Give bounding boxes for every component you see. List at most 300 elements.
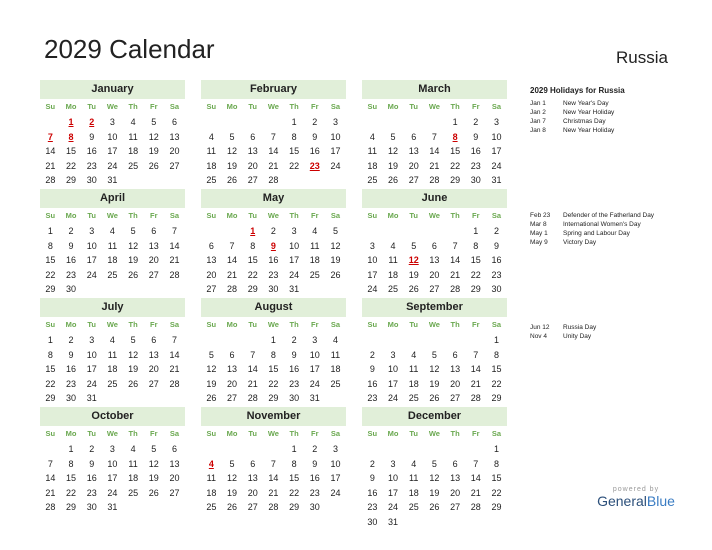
day-cell: 20 [227,378,238,389]
day-cell: 9 [369,473,375,483]
month-header: July [40,298,185,317]
day-cell: 7 [473,349,479,360]
day-cell: 29 [66,502,77,512]
empty-cell [201,224,222,239]
day-cell: 18 [206,160,217,171]
day-cell: 18 [206,487,217,498]
day-cell: 22 [66,160,77,171]
day-cell: 21 [470,378,481,389]
day-cell: 26 [206,393,217,403]
day-cell: 21 [268,160,279,171]
empty-cell [40,115,61,130]
day-grid [40,333,185,406]
weekday-label: Sa [491,320,502,329]
day-cell: 4 [130,117,136,127]
empty-cell [201,442,222,457]
day-cell: 26 [227,502,238,512]
weekday-label: Su [206,102,217,111]
weekday-label: Fr [472,320,480,329]
day-cell: 20 [408,160,419,171]
day-cell: 29 [66,175,77,185]
weekday-row [201,428,346,440]
weekday-row [40,319,185,331]
day-cell: 21 [169,255,180,265]
day-grid [40,442,185,515]
day-cell: 6 [452,458,458,469]
day-cell: 18 [309,255,320,265]
empty-cell [263,442,284,457]
day-cell: 11 [128,458,138,469]
day-cell: 11 [107,240,118,251]
day-cell: 17 [107,473,118,483]
day-cell: 2 [68,335,74,345]
day-cell: 28 [169,269,180,280]
day-cell: 9 [89,131,95,142]
day-cell: 3 [89,335,95,345]
day-cell: 17 [107,146,118,156]
month-march [362,80,507,188]
weekday-label: Fr [472,429,480,438]
month-november [201,407,346,515]
day-cell: 28 [45,502,56,512]
weekday-label: Mo [387,320,399,329]
weekday-label: Fr [150,320,158,329]
empty-cell [465,333,486,348]
day-cell: 21 [429,160,440,171]
day-cell: 25 [206,175,217,185]
holiday-date: Mar 8 [530,221,547,228]
day-cell: 11 [310,240,320,251]
day-cell: 25 [107,378,118,389]
day-cell: 26 [429,393,440,403]
weekday-label: We [106,320,118,329]
day-cell: 20 [450,487,461,498]
day-cell: 2 [68,226,74,236]
day-cell: 5 [208,349,214,360]
month-june [362,189,507,297]
day-cell: 4 [312,226,318,236]
day-cell: 9 [68,240,74,251]
day-cell: 31 [289,284,300,294]
day-cell: 15 [491,473,502,483]
day-cell: 14 [45,473,56,483]
day-cell: 24 [107,487,118,498]
holiday-name: International Women's Day [563,221,641,228]
day-cell: 5 [390,131,396,142]
holiday-date: Jun 12 [530,324,550,331]
day-cell: 17 [367,269,378,280]
day-cell: 2 [369,349,375,360]
day-cell: 14 [429,146,440,156]
day-cell: 9 [493,240,499,251]
day-cell: 22 [289,487,300,498]
empty-cell [362,442,383,457]
day-cell: 5 [130,335,136,345]
day-cell: 30 [289,393,300,403]
day-cell: 13 [148,240,159,251]
empty-cell [242,333,263,348]
day-cell: 25 [128,160,139,171]
day-cell: 21 [268,487,279,498]
day-cell: 7 [229,240,235,251]
day-cell: 5 [431,458,437,469]
holiday-list [530,211,654,247]
weekday-label: Mo [387,102,399,111]
day-cell: 14 [227,255,238,265]
day-cell: 6 [171,117,177,127]
day-cell: 3 [312,335,318,345]
day-cell: 6 [171,444,177,454]
weekday-label: Mo [387,429,399,438]
day-cell: 25 [206,502,217,512]
day-cell: 8 [291,131,297,142]
day-cell: 27 [408,175,419,185]
day-cell: 30 [66,393,77,403]
empty-cell [40,442,61,457]
day-cell: 14 [450,255,461,265]
day-cell: 24 [86,378,97,389]
holiday-name: Christmas Day [563,118,606,125]
empty-cell [403,333,424,348]
day-cell: 2 [493,226,499,236]
weekday-row [40,428,185,440]
day-cell: 11 [409,364,419,374]
holiday-item [530,99,614,108]
holiday-item [530,323,596,332]
empty-cell [383,115,404,130]
day-cell: 28 [247,393,258,403]
day-cell: 27 [148,269,159,280]
weekday-label: Sa [169,102,180,111]
day-cell: 16 [367,378,378,389]
holiday-name: New Year's Day [563,100,609,107]
day-cell: 19 [330,255,341,265]
day-cell: 18 [107,255,118,265]
weekday-label: Su [367,211,378,220]
day-cell: 4 [411,458,417,469]
weekday-label: Sa [169,211,180,220]
holiday-date: Jan 1 [530,100,546,107]
day-cell: 7 [270,131,276,142]
holiday-date: Feb 23 [530,212,551,219]
day-cell: 10 [367,255,378,265]
empty-cell [362,333,383,348]
weekday-label: Fr [472,102,480,111]
day-cell: 5 [151,117,157,127]
day-cell: 31 [388,516,399,527]
day-cell: 31 [86,393,97,403]
holiday-day: 7 [47,131,53,142]
day-cell: 22 [268,378,279,389]
day-cell: 4 [390,240,396,251]
weekday-label: Su [45,320,56,329]
day-cell: 29 [268,393,279,403]
day-cell: 9 [312,458,318,469]
weekday-label: Tu [248,320,258,329]
day-cell: 22 [470,269,481,280]
holiday-name: Victory Day [563,239,597,246]
day-cell: 28 [45,175,56,185]
weekday-label: Tu [409,429,419,438]
weekday-label: We [267,320,279,329]
day-cell: 15 [289,146,300,156]
day-cell: 12 [128,240,139,251]
day-cell: 10 [107,131,118,142]
day-cell: 1 [291,117,297,127]
day-cell: 12 [227,473,238,483]
day-cell: 21 [227,269,238,280]
day-cell: 4 [109,226,115,236]
weekday-label: We [428,320,440,329]
weekday-label: Tu [409,102,419,111]
day-cell: 27 [247,502,258,512]
day-cell: 25 [367,175,378,185]
day-cell: 2 [473,117,479,127]
weekday-row [201,101,346,113]
day-cell: 1 [493,335,499,345]
day-cell: 8 [47,349,53,360]
weekday-label: Mo [226,320,238,329]
day-cell: 29 [45,284,56,294]
holiday-date: May 9 [530,239,548,246]
holiday-day: 8 [452,131,458,142]
day-cell: 8 [493,349,499,360]
holiday-day: 9 [270,240,276,251]
day-cell: 17 [330,146,341,156]
brand-general: General [597,493,647,509]
day-cell: 26 [148,487,159,498]
day-cell: 18 [330,364,341,374]
day-cell: 6 [151,226,157,236]
day-cell: 20 [148,364,159,374]
day-cell: 25 [408,393,419,403]
empty-cell [263,115,284,130]
holiday-item [530,332,596,341]
day-cell: 2 [369,458,375,469]
empty-cell [445,442,466,457]
day-cell: 20 [450,378,461,389]
day-cell: 12 [148,131,159,142]
day-cell: 23 [86,160,97,171]
day-cell: 26 [227,175,238,185]
weekday-label: Su [206,320,217,329]
weekday-label: Su [45,429,56,438]
day-grid [362,224,507,297]
day-cell: 7 [171,226,177,236]
weekday-label: Fr [150,211,158,220]
day-cell: 16 [86,146,97,156]
weekday-label: Mo [65,102,77,111]
day-cell: 10 [86,240,97,251]
day-cell: 22 [247,269,258,280]
month-august [201,298,346,406]
day-cell: 3 [332,444,338,454]
day-cell: 28 [169,378,180,389]
day-cell: 13 [227,364,238,374]
empty-cell [362,224,383,239]
day-cell: 28 [429,175,440,185]
day-cell: 8 [473,240,479,251]
day-cell: 22 [289,160,300,171]
day-cell: 20 [206,269,217,280]
brand-name [588,493,684,509]
day-cell: 30 [470,175,481,185]
empty-cell [383,333,404,348]
day-cell: 19 [388,160,399,171]
day-cell: 13 [148,349,159,360]
day-cell: 10 [388,473,399,483]
day-grid [40,115,185,188]
holiday-day: 1 [250,226,256,236]
day-cell: 30 [268,284,279,294]
day-cell: 10 [330,131,341,142]
empty-cell [424,224,445,239]
day-cell: 26 [429,502,440,512]
day-cell: 13 [429,255,440,265]
day-cell: 7 [431,131,437,142]
day-cell: 10 [491,131,502,142]
day-cell: 2 [312,444,318,454]
day-grid [362,115,507,188]
day-cell: 23 [367,393,378,403]
empty-cell [242,442,263,457]
weekday-label: Fr [150,429,158,438]
day-cell: 31 [309,393,320,403]
weekday-label: Fr [150,102,158,111]
day-cell: 7 [47,458,53,469]
month-february [201,80,346,188]
day-cell: 29 [491,502,502,512]
day-cell: 17 [388,487,399,498]
month-header: November [201,407,346,426]
holiday-item [530,126,614,135]
day-cell: 8 [291,458,297,469]
day-cell: 8 [47,240,53,251]
day-cell: 3 [390,458,396,469]
empty-cell [222,333,243,348]
day-cell: 15 [450,146,461,156]
holiday-item [530,108,614,117]
day-cell: 10 [289,240,300,251]
day-cell: 15 [247,255,258,265]
day-cell: 19 [128,255,139,265]
empty-cell [424,442,445,457]
day-cell: 24 [388,502,399,512]
day-cell: 28 [268,502,279,512]
day-cell: 15 [45,255,56,265]
weekday-label: Th [128,429,138,438]
empty-cell [465,442,486,457]
day-cell: 31 [491,175,502,185]
day-cell: 23 [268,269,279,280]
empty-cell [383,224,404,239]
weekday-label: Fr [472,211,480,220]
day-cell: 24 [330,160,341,171]
holiday-day: 2 [89,117,95,127]
weekday-label: Fr [311,211,319,220]
day-cell: 18 [367,160,378,171]
day-cell: 15 [268,364,279,374]
day-cell: 14 [470,473,481,483]
day-cell: 26 [330,269,341,280]
weekday-row [201,319,346,331]
holiday-day: 8 [68,131,74,142]
day-cell: 1 [473,226,479,236]
day-cell: 6 [452,349,458,360]
weekday-label: Mo [226,211,238,220]
day-cell: 29 [45,393,56,403]
day-cell: 17 [491,146,502,156]
holiday-day: 12 [408,255,419,265]
day-cell: 12 [429,364,440,374]
day-cell: 22 [45,378,56,389]
weekday-label: Su [206,211,217,220]
day-cell: 1 [291,444,297,454]
holidays-title: 2029 Holidays for Russia [530,86,625,95]
day-cell: 18 [388,269,399,280]
day-cell: 28 [470,393,481,403]
empty-cell [403,115,424,130]
holiday-list [530,99,614,135]
day-grid [201,442,346,515]
day-cell: 19 [408,269,419,280]
day-cell: 9 [291,349,297,360]
day-cell: 27 [148,378,159,389]
day-cell: 20 [429,269,440,280]
empty-cell [242,115,263,130]
holiday-item [530,220,654,229]
day-cell: 23 [491,269,502,280]
holiday-date: May 1 [530,230,548,237]
weekday-label: Th [289,320,299,329]
holiday-item [530,117,614,126]
day-cell: 12 [128,349,139,360]
day-cell: 30 [491,284,502,294]
day-cell: 6 [250,458,256,469]
day-cell: 4 [109,335,115,345]
day-cell: 17 [86,255,97,265]
day-cell: 4 [369,131,375,142]
weekday-row [362,210,507,222]
day-cell: 3 [332,117,338,127]
day-cell: 16 [289,364,300,374]
holiday-name: Unity Day [563,333,592,340]
day-cell: 5 [431,349,437,360]
weekday-label: Th [450,320,460,329]
weekday-label: Th [128,320,138,329]
day-cell: 26 [128,269,139,280]
month-header: June [362,189,507,208]
empty-cell [424,115,445,130]
day-cell: 16 [491,255,502,265]
weekday-label: Mo [387,211,399,220]
empty-cell [222,442,243,457]
day-cell: 8 [493,458,499,469]
weekday-row [40,101,185,113]
day-cell: 22 [66,487,77,498]
day-cell: 26 [148,160,159,171]
day-cell: 14 [247,364,258,374]
day-cell: 9 [89,458,95,469]
day-cell: 22 [491,378,502,389]
powered-by-text: powered by [612,486,660,493]
weekday-label: Th [128,211,138,220]
day-cell: 2 [270,226,276,236]
weekday-label: Su [367,102,378,111]
day-cell: 10 [86,349,97,360]
weekday-row [362,101,507,113]
empty-cell [362,115,383,130]
